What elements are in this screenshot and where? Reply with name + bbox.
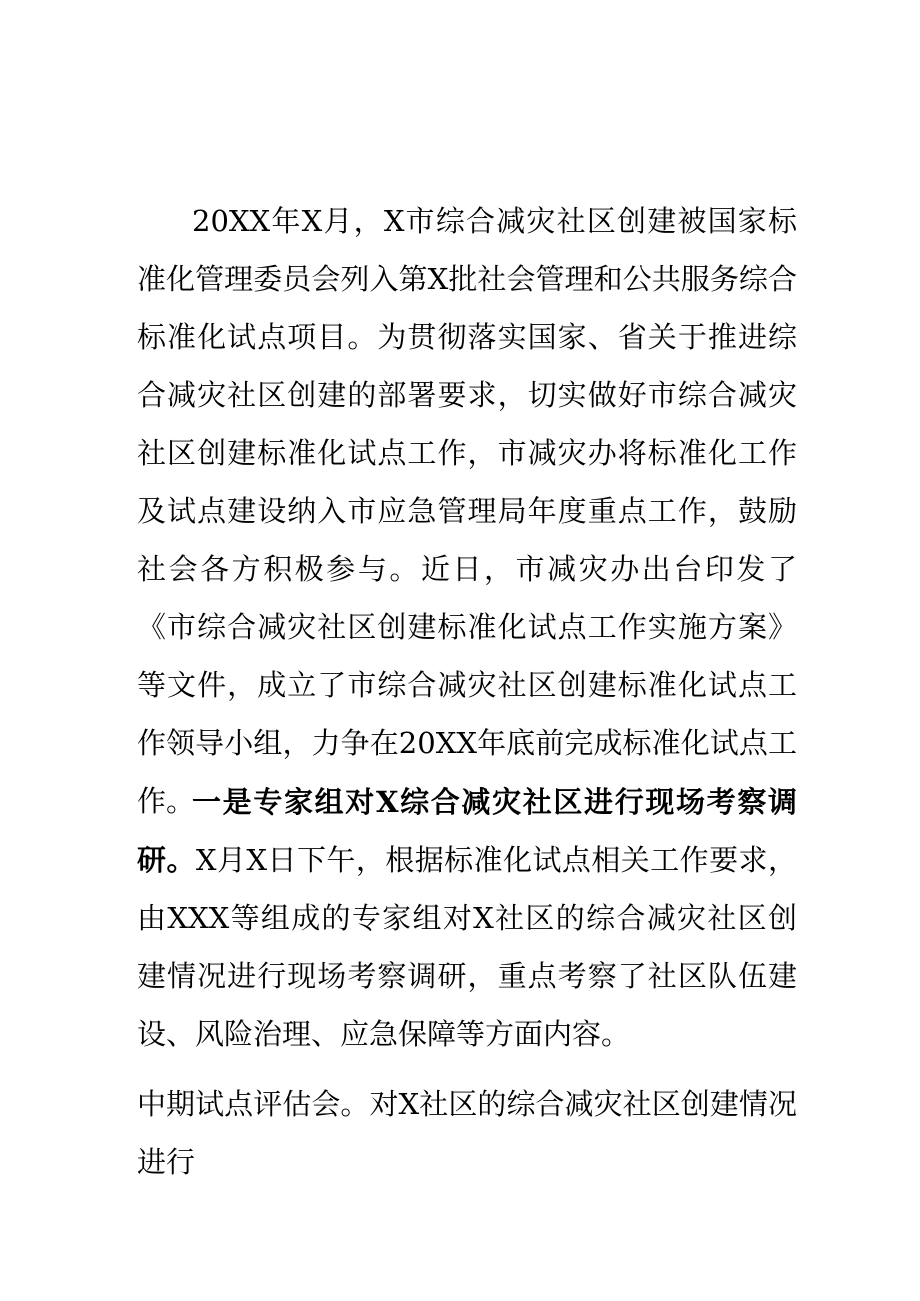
paragraph-expert-survey <box>137 773 797 1063</box>
paragraph-midterm-evaluation: 中期试点评估会。对X社区的综合减灾社区创建情况进行 <box>137 1087 797 1179</box>
paragraph-heading-bold: 一是专家组对X综合减灾社区进行现场考察调研。 <box>137 785 797 877</box>
paragraph-intro: 20XX年X月，X市综合减灾社区创建被国家标准化管理委员会列入第X批社会管理和公共服务综合标准化试点项目。为贯彻落实国家、省关于推进综合减灾社区创建的部署要求，切实做好市综合减灾社区创建标准化试点工作，市减灾办将标准化工作及试点建设纳入市应急管理局年度重点工作，鼓励社会各方积极参与。近日，市减灾办出台印发了《市综合减灾社区创建标准化试点工作实施方案》等文件，成立了市综合减灾社区创建标准化试点工作领导小组，力争在20XX年底前完成标准化试点工作。 <box>137 204 797 818</box>
paragraph-expert-survey-text: X月X日下午，根据标准化试点相关工作要求，由XXX等组成的专家组对X社区的综合减灾社区创建情况进行现场考察调研，重点考察了社区队伍建设、风险治理、应急保障等方面内容。 <box>137 843 797 1051</box>
